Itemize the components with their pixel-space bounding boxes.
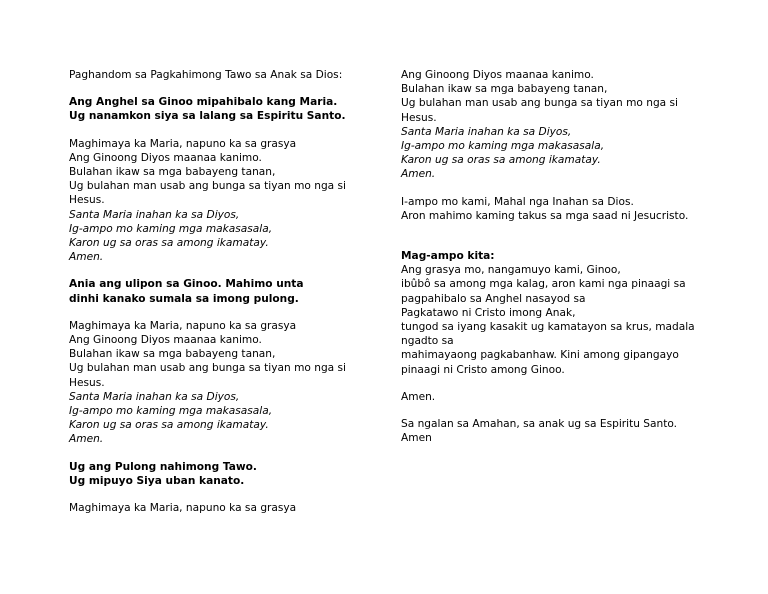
versicle-2: [69, 277, 369, 305]
closing-prayer-line-6: ngadto sa: [401, 335, 454, 348]
closing-prayer-line-2: ibûbô sa among mga kalag, aron kami nga pinaagi sa: [401, 278, 686, 291]
hail-mary-2-line-8: Karon ug sa oras sa among ikamatay.: [69, 419, 269, 432]
hail-mary-1: [69, 137, 369, 265]
hail-mary-1-line-2: Ang Ginoong Diyos maanaa kanimo.: [69, 151, 262, 164]
hail-mary-3-line-9: Amen.: [401, 168, 436, 181]
hail-mary-1-line-5: Hesus.: [69, 194, 105, 207]
versicle-3: [69, 460, 369, 488]
hail-mary-3-line-2: Ang Ginoong Diyos maanaa kanimo.: [401, 69, 594, 81]
pray-for-us-line-2: Aron mahimo kaming takus sa mga saad ni Jesucristo.: [401, 209, 689, 222]
versicle-3-line-1: Ug ang Pulong nahimong Tawo.: [69, 460, 257, 473]
hail-mary-2-line-3: Bulahan ikaw sa mga babayeng tanan,: [69, 348, 276, 361]
hail-mary-1-line-6: Santa Maria inahan ka sa Diyos,: [69, 208, 240, 221]
hail-mary-1-line-3: Bulahan ikaw sa mga babayeng tanan,: [69, 166, 276, 179]
amen-line: Amen.: [401, 390, 436, 403]
hail-mary-2-line-4: Ug bulahan man usab ang bunga sa tiyan mo nga si: [69, 362, 346, 375]
left-column: [69, 68, 369, 515]
sign-of-cross: [401, 417, 701, 445]
closing-prayer-line-5: tungod sa iyang kasakit ug kamatayon sa krus, madala: [401, 321, 695, 334]
hail-mary-2-line-1: Maghimaya ka Maria, napuno ka sa grasya: [69, 319, 297, 332]
hail-mary-2-line-6: Santa Maria inahan ka sa Diyos,: [69, 390, 240, 403]
hail-mary-3-line-5: Hesus.: [401, 111, 437, 124]
hail-mary-3-continued: [401, 68, 701, 182]
closing-prayer: [401, 249, 701, 377]
hail-mary-1-line-4: Ug bulahan man usab ang bunga sa tiyan mo nga si: [69, 180, 346, 193]
hail-mary-1-line-9: Amen.: [69, 251, 104, 264]
sign-of-cross-line-2: Amen: [401, 432, 432, 445]
versicle-2-line-2: dinhi kanako sumala sa imong pulong.: [69, 292, 299, 305]
closing-prayer-line-4: Pagkatawo ni Cristo imong Anak,: [401, 306, 576, 319]
hail-mary-2-line-7: Ig-ampo mo kaming mga makasasala,: [69, 405, 273, 418]
hail-mary-1-line-1: Maghimaya ka Maria, napuno ka sa grasya: [69, 137, 297, 150]
hail-mary-3-line-7: Ig-ampo mo kaming mga makasasala,: [401, 140, 605, 153]
versicle-3-line-2: Ug mipuyo Siya uban kanato.: [69, 474, 245, 487]
hail-mary-1-line-8: Karon ug sa oras sa among ikamatay.: [69, 237, 269, 250]
hail-mary-2: [69, 319, 369, 447]
versicle-1: [69, 95, 369, 123]
right-column: [401, 68, 701, 445]
hail-mary-3-line-6: Santa Maria inahan ka sa Diyos,: [401, 125, 572, 138]
closing-prayer-line-8: pinaagi ni Cristo among Ginoo.: [401, 363, 565, 376]
versicle-2-line-1: Ania ang ulipon sa Ginoo. Mahimo unta: [69, 278, 304, 291]
versicle-1-line-2: Ug nanamkon siya sa lalang sa Espiritu Santo.: [69, 110, 346, 123]
pray-for-us: [401, 195, 701, 223]
sign-of-cross-line-1: Sa ngalan sa Amahan, sa anak ug sa Espiritu Santo.: [401, 418, 678, 431]
hail-mary-2-line-5: Hesus.: [69, 376, 105, 389]
pray-for-us-line-1: I-ampo mo kami, Mahal nga Inahan sa Dios.: [401, 195, 634, 208]
hail-mary-3-line-4: Ug bulahan man usab ang bunga sa tiyan mo nga si: [401, 97, 678, 110]
closing-prayer-line-7: mahimayaong pagkabanhaw. Kini among gipangayo: [401, 349, 679, 362]
intro-line: Paghandom sa Pagkahimong Tawo sa Anak sa Dios:: [69, 69, 343, 81]
hail-mary-1-line-7: Ig-ampo mo kaming mga makasasala,: [69, 222, 273, 235]
hail-mary-3-line-3: Bulahan ikaw sa mga babayeng tanan,: [401, 83, 608, 96]
closing-prayer-line-3: pagpahibalo sa Anghel nasayod sa: [401, 292, 586, 305]
hail-mary-3-line-8: Karon ug sa oras sa among ikamatay.: [401, 154, 601, 167]
versicle-1-line-1: Ang Anghel sa Ginoo mipahibalo kang Maria.: [69, 96, 338, 109]
hail-mary-3-line-1: Maghimaya ka Maria, napuno ka sa grasya: [69, 502, 297, 515]
hail-mary-2-line-9: Amen.: [69, 433, 104, 446]
closing-prayer-line-1: Ang grasya mo, nangamuyo kami, Ginoo,: [401, 264, 621, 277]
hail-mary-2-line-2: Ang Ginoong Diyos maanaa kanimo.: [69, 334, 262, 347]
closing-prayer-title: Mag-ampo kita:: [401, 250, 495, 263]
